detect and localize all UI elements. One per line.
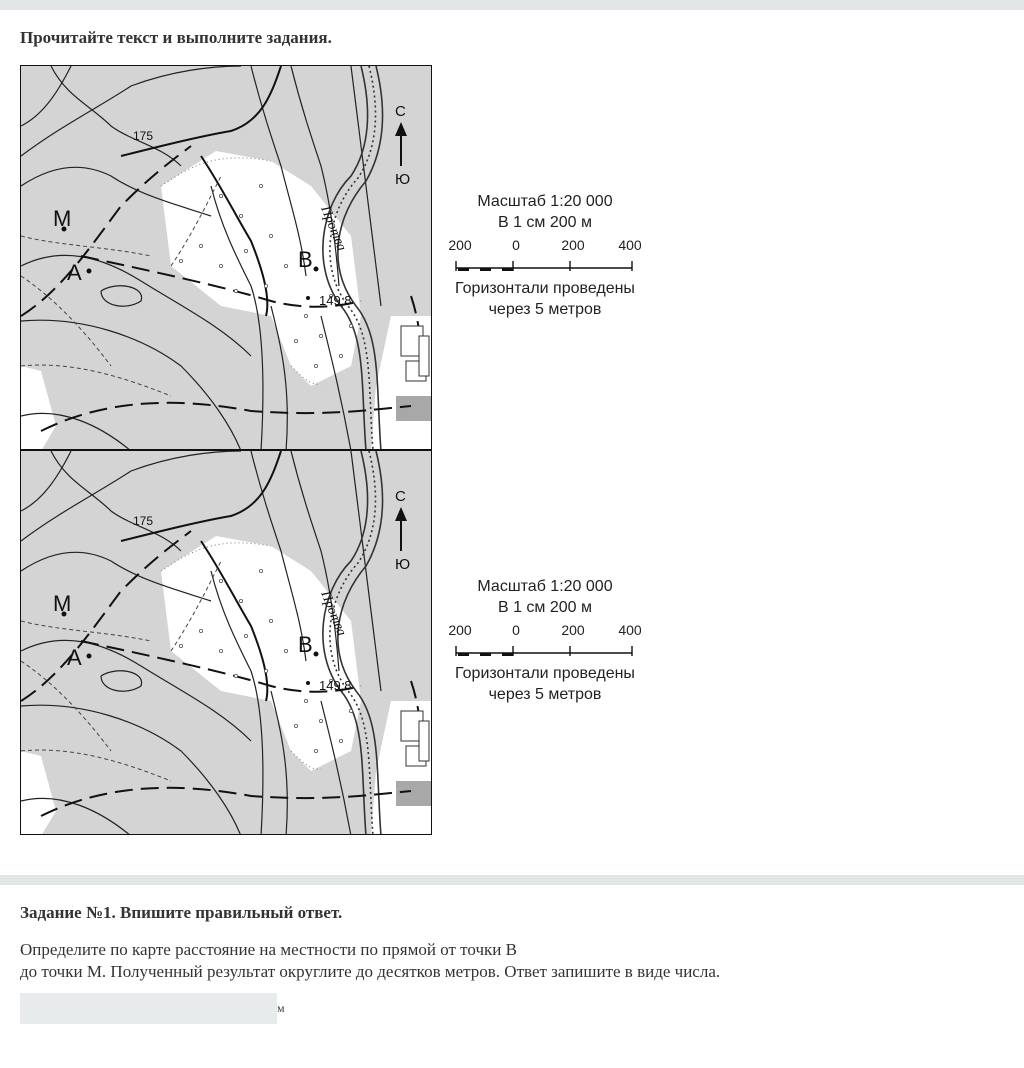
task-title: Задание №1. Впишите правильный ответ.	[20, 903, 343, 922]
scale-cm: В 1 см 200 м	[497, 599, 593, 616]
top-bar	[0, 0, 1024, 10]
scale-tick: 200	[448, 237, 472, 253]
task-text-line-2: до точки М. Полученный результат округлите до десятков метров. Ответ запишите в виде числа.	[20, 962, 721, 981]
topographic-map-1	[20, 65, 432, 450]
south-label: Ю	[395, 556, 411, 573]
scale-cm: В 1 см 200 м	[497, 214, 593, 231]
contours-note-line-2: через 5 метров	[488, 686, 602, 703]
section-divider	[0, 875, 1024, 885]
point-b-label: В	[298, 632, 313, 657]
contour-label: 175	[133, 514, 154, 528]
scale-tick: 200	[561, 622, 585, 638]
topographic-map-2	[20, 450, 432, 835]
point-a-label: А	[67, 260, 82, 285]
river-label: Протва	[317, 588, 349, 639]
point-m-label: М	[53, 591, 72, 616]
contours-note-line-1: Горизонтали проведены	[455, 280, 635, 297]
scale-tick: 200	[561, 237, 585, 253]
contours-note-line-2: через 5 метров	[488, 301, 602, 318]
north-label: С	[395, 103, 406, 120]
scale-tick: 400	[618, 622, 642, 638]
height-mark-label: 149,8	[319, 678, 352, 693]
point-m-label: М	[53, 206, 72, 231]
height-mark-label: 149,8	[319, 293, 352, 308]
answer-input[interactable]	[20, 993, 277, 1024]
map-legend-2	[445, 576, 665, 705]
task-text	[20, 939, 1000, 983]
scale-bar	[454, 259, 636, 273]
scale-ticks	[445, 622, 665, 644]
point-a-label: А	[67, 645, 82, 670]
scale-tick: 0	[512, 237, 520, 253]
scale-tick: 0	[512, 622, 520, 638]
scale-bar	[454, 644, 636, 658]
scale-title: Масштаб 1:20 000	[477, 193, 613, 210]
scale-ticks	[445, 237, 665, 259]
river-label: Протва	[317, 203, 349, 254]
point-b-label: В	[298, 247, 313, 272]
task-text-line-1: Определите по карте расстояние на местности по прямой от точки В	[20, 940, 517, 959]
scale-title: Масштаб 1:20 000	[477, 578, 613, 595]
map-legend-1	[445, 191, 665, 320]
contours-note-line-1: Горизонтали проведены	[455, 665, 635, 682]
north-label: С	[395, 488, 406, 505]
scale-tick: 200	[448, 622, 472, 638]
answer-unit: м	[277, 1001, 285, 1015]
contour-label: 175	[133, 129, 154, 143]
south-label: Ю	[395, 171, 411, 188]
scale-tick: 400	[618, 237, 642, 253]
intro-heading: Прочитайте текст и выполните задания.	[20, 28, 332, 47]
